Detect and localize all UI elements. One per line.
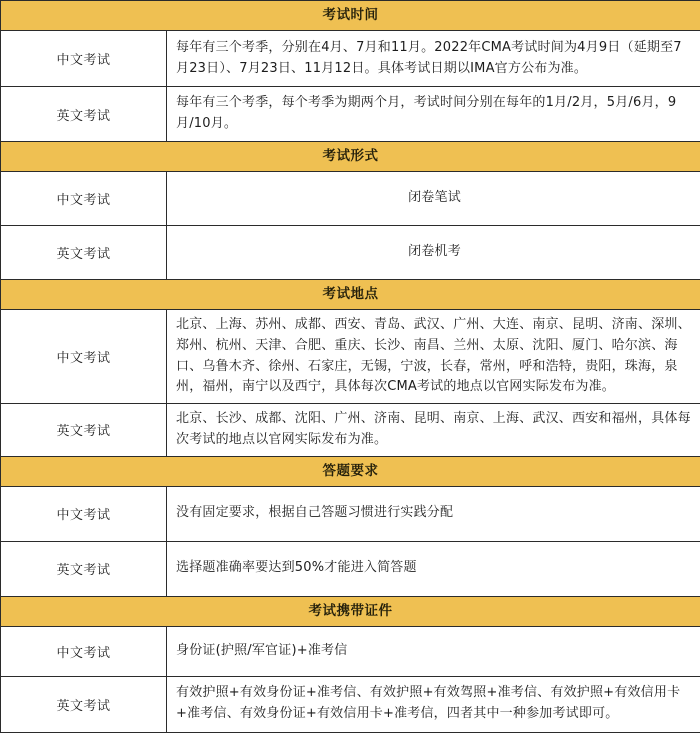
cell-required-documents-english: 有效护照+有效身份证+准考信、有效护照+有效驾照+准考信、有效护照+有效信用卡+准考信、有效身份证+有效信用卡+准考信，四者其中一种参加考试即可。: [167, 676, 700, 732]
table-row: [1, 87, 700, 142]
cell-answer-requirements-english: 选择题准确率要达到50%才能进入简答题: [167, 541, 700, 596]
row-label-chinese-exam: 中文考试: [1, 31, 167, 87]
section-title: 考试时间: [1, 1, 700, 31]
section-header-answer-requirements: [1, 456, 700, 486]
table-row: [1, 541, 700, 596]
row-label-english-exam: 英文考试: [1, 541, 167, 596]
table-row: [1, 31, 700, 87]
section-title: 考试携带证件: [1, 596, 700, 626]
table-row: [1, 226, 700, 280]
cell-answer-requirements-chinese: 没有固定要求，根据自己答题习惯进行实践分配: [167, 486, 700, 541]
section-header-exam-location: [1, 280, 700, 310]
row-label-chinese-exam: 中文考试: [1, 172, 167, 226]
row-label-english-exam: 英文考试: [1, 404, 167, 457]
section-title: 考试形式: [1, 142, 700, 172]
cell-exam-format-chinese: 闭卷笔试: [167, 172, 700, 226]
section-header-exam-format: [1, 142, 700, 172]
row-label-chinese-exam: 中文考试: [1, 626, 167, 676]
section-header-required-documents: [1, 596, 700, 626]
table-row: [1, 404, 700, 457]
row-label-english-exam: 英文考试: [1, 676, 167, 732]
cell-exam-format-english: 闭卷机考: [167, 226, 700, 280]
cell-exam-time-english: 每年有三个考季，每个考季为期两个月，考试时间分别在每年的1月/2月，5月/6月，9月/10月。: [167, 87, 700, 142]
cell-exam-time-chinese: 每年有三个考季，分别在4月、7月和11月。2022年CMA考试时间为4月9日（延期至7月23日）、7月23日、11月12日。具体考试日期以IMA官方公布为准。: [167, 31, 700, 87]
table-row: [1, 486, 700, 541]
row-label-chinese-exam: 中文考试: [1, 310, 167, 404]
section-title: 答题要求: [1, 456, 700, 486]
cell-exam-location-chinese: 北京、上海、苏州、成都、西安、青岛、武汉、广州、大连、南京、昆明、济南、深圳、郑州、杭州、天津、合肥、重庆、长沙、南昌、兰州、太原、沈阳、厦门、哈尔滨、海口、乌鲁木齐、徐州、石家庄，无锡，宁波，长春，常州，呼和浩特，贵阳，珠海，泉州，福州，南宁以及西宁，具体每次CMA考试的地点以官网实际发布为准。: [167, 310, 700, 404]
table-row: [1, 626, 700, 676]
table-row: [1, 172, 700, 226]
section-title: 考试地点: [1, 280, 700, 310]
cell-exam-location-english: 北京、长沙、成都、沈阳、广州、济南、昆明、南京、上海、武汉、西安和福州，具体每次考试的地点以官网实际发布为准。: [167, 404, 700, 457]
table-row: [1, 310, 700, 404]
row-label-english-exam: 英文考试: [1, 226, 167, 280]
cell-required-documents-chinese: 身份证(护照/军官证)+准考信: [167, 626, 700, 676]
row-label-english-exam: 英文考试: [1, 87, 167, 142]
section-header-exam-time: [1, 1, 700, 31]
table-row: [1, 676, 700, 732]
row-label-chinese-exam: 中文考试: [1, 486, 167, 541]
table-body: [1, 1, 700, 733]
